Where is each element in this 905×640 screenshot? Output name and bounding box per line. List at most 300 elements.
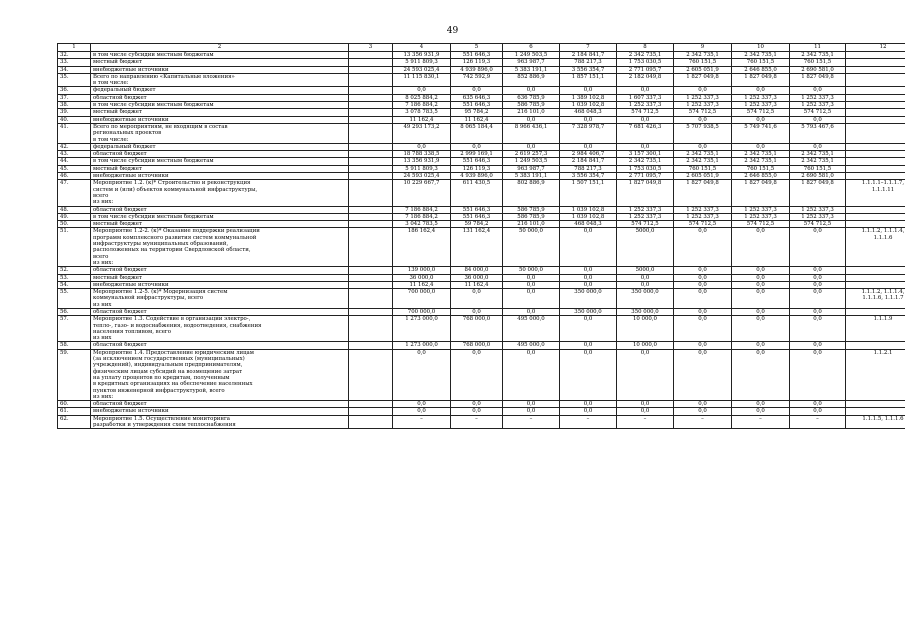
column-number-header: 4 — [393, 44, 451, 52]
amount-cell: 0,0 — [560, 281, 617, 288]
row-name-line: внебюджетные источники — [93, 66, 169, 73]
row-name-line: внебюджетные источники — [93, 281, 169, 288]
row-number-cell: 47. — [58, 180, 91, 206]
row-name-cell — [91, 281, 349, 288]
row-name-line: в кредитных организациях на обеспечение населенных — [93, 381, 253, 388]
amount-cell: 131 162,4 — [451, 228, 503, 267]
amount-cell: 2 342 735,1 — [674, 52, 732, 59]
row-name-cell — [91, 221, 349, 228]
row-number-cell: 52. — [58, 267, 91, 274]
column-3-cell — [349, 143, 393, 150]
amount-cell: 1 252 337,3 — [617, 102, 674, 109]
amount-cell: 1 249 503,5 — [503, 158, 560, 165]
amount-cell: 0,0 — [560, 408, 617, 415]
column-number-header: 8 — [617, 44, 674, 52]
row-name-cell — [91, 102, 349, 109]
amount-cell: 0,0 — [617, 87, 674, 94]
row-name-line: внебюджетные источники — [93, 408, 169, 415]
amount-cell: 1 389 102,8 — [560, 94, 617, 101]
amount-cell: 1 252 337,3 — [732, 94, 790, 101]
row-name-cell — [91, 94, 349, 101]
amount-cell: 95 784,2 — [451, 109, 503, 116]
row-name-line: Всего по мероприятиям, не входящим в состав — [93, 123, 228, 130]
row-number-cell: 48. — [58, 206, 91, 213]
column-3-cell — [349, 349, 393, 400]
amount-cell: 768 000,0 — [451, 316, 503, 342]
table-row — [58, 401, 905, 408]
amount-cell: 0,0 — [732, 289, 790, 309]
amount-cell: 36 000,0 — [451, 274, 503, 281]
amount-cell: 1 273 000,0 — [393, 342, 451, 349]
column-3-cell — [349, 87, 393, 94]
row-name-cell — [91, 109, 349, 116]
table-row — [58, 308, 905, 315]
target-indicator-cell — [846, 73, 905, 87]
row-number-cell: 44. — [58, 158, 91, 165]
amount-cell: 1 827 049,8 — [617, 180, 674, 206]
column-3-cell — [349, 401, 393, 408]
amount-cell: – — [732, 415, 790, 429]
amount-cell: 50 000,0 — [503, 228, 560, 267]
amount-cell: 0,0 — [732, 308, 790, 315]
amount-cell: 495 000,0 — [503, 342, 560, 349]
row-number-cell: 39. — [58, 109, 91, 116]
row-name-line: коммунальной инфраструктуры, всего — [93, 295, 204, 302]
amount-cell: 2 646 855,0 — [732, 173, 790, 180]
row-name-cell — [91, 408, 349, 415]
row-name-cell — [91, 213, 349, 220]
table-row — [58, 151, 905, 158]
target-indicator-cell — [846, 94, 905, 101]
row-name-line: областной бюджет — [93, 206, 147, 213]
amount-cell: 0,0 — [503, 274, 560, 281]
amount-cell: 1 252 337,3 — [674, 94, 732, 101]
amount-cell: – — [393, 415, 451, 429]
row-name-cell — [91, 228, 349, 267]
amount-cell: 551 646,3 — [451, 158, 503, 165]
row-name-line: Мероприятие 1.4. Предоставление юридическим лицам — [93, 349, 254, 356]
row-name-line: программ комплексного развития систем коммунальной — [93, 234, 257, 241]
amount-cell: 13 356 931,9 — [393, 52, 451, 59]
amount-cell: 1 753 030,5 — [617, 165, 674, 172]
table-row — [58, 52, 905, 59]
column-3-cell — [349, 165, 393, 172]
amount-cell: 0,0 — [674, 342, 732, 349]
amount-cell: 0,0 — [674, 267, 732, 274]
amount-cell: 0,0 — [790, 342, 846, 349]
amount-cell: 0,0 — [790, 408, 846, 415]
amount-cell: 0,0 — [503, 308, 560, 315]
amount-cell: 350 000,0 — [560, 308, 617, 315]
row-name-line: расположенных на территории Свердловской области, — [93, 247, 251, 254]
amount-cell: 10 000,0 — [617, 342, 674, 349]
amount-cell: 5 707 938,5 — [674, 123, 732, 143]
row-name-cell — [91, 165, 349, 172]
target-indicator-cell — [846, 59, 905, 66]
amount-cell: 1 607 337,3 — [617, 94, 674, 101]
target-indicator-cell — [846, 408, 905, 415]
amount-cell: 760 151,5 — [790, 165, 846, 172]
column-3-cell — [349, 94, 393, 101]
amount-cell: 11 162,4 — [393, 281, 451, 288]
target-indicator-cell — [846, 349, 905, 400]
column-3-cell — [349, 66, 393, 73]
column-3-cell — [349, 109, 393, 116]
amount-cell: 11 162,4 — [451, 281, 503, 288]
row-number-cell: 61. — [58, 408, 91, 415]
row-name-line: местный бюджет — [93, 109, 142, 116]
amount-cell: 1 827 049,8 — [674, 180, 732, 206]
row-name-cell — [91, 123, 349, 143]
row-number-cell: 40. — [58, 116, 91, 123]
target-indicator-cell — [846, 281, 905, 288]
row-name-line: в том числе субсидии местным бюджетам — [93, 158, 214, 165]
amount-cell: 0,0 — [732, 342, 790, 349]
amount-cell: 0,0 — [560, 401, 617, 408]
amount-cell: 0,0 — [503, 289, 560, 309]
target-indicator-line: 1.1.1.2, 1.1.1.4, — [861, 289, 905, 296]
column-number-header-row — [58, 44, 905, 52]
row-name-line: разработки и утверждения схем теплоснабжения — [93, 422, 236, 429]
target-indicator-cell — [846, 102, 905, 109]
table-row — [58, 274, 905, 281]
row-name-line: на уплату процентов по кредитам, полученным — [93, 374, 230, 381]
row-name-cell — [91, 143, 349, 150]
amount-cell: 2 342 735,1 — [790, 52, 846, 59]
row-name-line: местный бюджет — [93, 165, 142, 172]
row-name-line: из них: — [93, 259, 114, 266]
target-indicator-line: 1.1.1.1–1.1.1.7, — [861, 180, 905, 187]
amount-cell: 0,0 — [503, 281, 560, 288]
row-name-line: местный бюджет — [93, 59, 142, 66]
table-body — [58, 52, 905, 429]
amount-cell: 0,0 — [790, 349, 846, 400]
amount-cell: 5 749 741,6 — [732, 123, 790, 143]
row-name-line: систем и (или) объектов коммунальной инфраструктуры, — [93, 186, 258, 193]
amount-cell: 1 252 337,3 — [674, 102, 732, 109]
amount-cell: 350 000,0 — [617, 308, 674, 315]
target-indicator-cell — [846, 158, 905, 165]
row-number-cell: 50. — [58, 221, 91, 228]
column-3-cell — [349, 59, 393, 66]
table-row — [58, 267, 905, 274]
row-name-cell — [91, 342, 349, 349]
amount-cell: 760 151,5 — [732, 59, 790, 66]
amount-cell: 788 217,3 — [560, 59, 617, 66]
row-name-line: тепло-, газо- и водоснабжения, водоотведения, снабжения — [93, 322, 262, 329]
table-row — [58, 143, 905, 150]
target-indicator-line: 1.1.1.2, 1.1.1.4, — [861, 228, 905, 235]
amount-cell: 0,0 — [560, 316, 617, 342]
amount-cell: 0,0 — [393, 87, 451, 94]
table-row — [58, 173, 905, 180]
amount-cell: 0,0 — [790, 308, 846, 315]
amount-cell: 1 252 337,3 — [617, 213, 674, 220]
row-name-cell — [91, 173, 349, 180]
amount-cell: 0,0 — [790, 87, 846, 94]
row-name-cell — [91, 316, 349, 342]
amount-cell: 11 162,4 — [451, 116, 503, 123]
target-indicator-cell — [846, 143, 905, 150]
amount-cell: 0,0 — [790, 143, 846, 150]
amount-cell: 468 048,3 — [560, 221, 617, 228]
row-name-cell — [91, 308, 349, 315]
column-number-header: 6 — [503, 44, 560, 52]
amount-cell: 551 646,3 — [451, 102, 503, 109]
column-3-cell — [349, 206, 393, 213]
table-row — [58, 165, 905, 172]
amount-cell: 3 556 354,7 — [560, 66, 617, 73]
row-name-line: в том числе: — [93, 80, 129, 87]
row-number-cell: 57. — [58, 316, 91, 342]
amount-cell: 2 984 406,7 — [560, 151, 617, 158]
amount-cell: 2 342 735,1 — [790, 151, 846, 158]
target-indicator-cell — [846, 289, 905, 309]
amount-cell: 802 886,9 — [503, 180, 560, 206]
amount-cell: 0,0 — [560, 143, 617, 150]
amount-cell: 7 186 884,2 — [393, 206, 451, 213]
row-name-line: из них: — [93, 199, 114, 206]
table-row — [58, 123, 905, 143]
row-name-cell — [91, 87, 349, 94]
target-indicator-cell — [846, 308, 905, 315]
row-name-line: областной бюджет — [93, 342, 147, 349]
amount-cell: 2 771 095,7 — [617, 173, 674, 180]
amount-cell: 0,0 — [617, 116, 674, 123]
amount-cell: 10 229 667,7 — [393, 180, 451, 206]
amount-cell: 0,0 — [790, 401, 846, 408]
row-number-cell: 35. — [58, 73, 91, 87]
amount-cell: 84 000,0 — [451, 267, 503, 274]
amount-cell: 2 184 841,7 — [560, 52, 617, 59]
amount-cell: 8 966 436,1 — [503, 123, 560, 143]
target-indicator-cell — [846, 213, 905, 220]
amount-cell: 2 342 735,1 — [732, 158, 790, 165]
target-indicator-line: 1.1.1.6, 1.1.1.7 — [862, 295, 904, 302]
amount-cell: 0,0 — [451, 143, 503, 150]
row-name-line: внебюджетные источники — [93, 116, 169, 123]
table-row — [58, 415, 905, 429]
amount-cell: 2 690 581,0 — [790, 66, 846, 73]
row-number-cell: 43. — [58, 151, 91, 158]
amount-cell: 0,0 — [674, 274, 732, 281]
amount-cell: 0,0 — [732, 401, 790, 408]
amount-cell: 468 048,3 — [560, 109, 617, 116]
row-name-line: Мероприятие 1.2-5. (к)* Модернизация систем — [93, 289, 228, 296]
row-name-cell — [91, 401, 349, 408]
amount-cell: 0,0 — [674, 349, 732, 400]
row-name-line: из них — [93, 301, 112, 308]
amount-cell: 1 252 337,3 — [674, 206, 732, 213]
row-name-line: всего — [93, 192, 109, 199]
amount-cell: 1 252 337,3 — [674, 213, 732, 220]
target-indicator-cell — [846, 87, 905, 94]
amount-cell: 0,0 — [503, 116, 560, 123]
amount-cell: 1 039 102,8 — [560, 102, 617, 109]
amount-cell: 1 827 049,8 — [674, 73, 732, 87]
row-name-cell — [91, 151, 349, 158]
row-name-line: инфраструктуры муниципальных образований, — [93, 241, 229, 248]
amount-cell: 0,0 — [503, 401, 560, 408]
amount-cell: 126 119,3 — [451, 59, 503, 66]
target-indicator-cell — [846, 66, 905, 73]
amount-cell: 0,0 — [674, 308, 732, 315]
amount-cell: 0,0 — [451, 87, 503, 94]
row-name-line: всего — [93, 253, 109, 260]
column-3-cell — [349, 221, 393, 228]
row-number-cell: 53. — [58, 274, 91, 281]
row-name-line: физическим лицам субсидий на возмещение затрат — [93, 368, 243, 375]
column-3-cell — [349, 116, 393, 123]
amount-cell: 0,0 — [503, 349, 560, 400]
amount-cell: 0,0 — [674, 116, 732, 123]
target-indicator-cell — [846, 180, 905, 206]
amount-cell: 0,0 — [617, 143, 674, 150]
amount-cell: 7 186 884,2 — [393, 102, 451, 109]
column-3-cell — [349, 123, 393, 143]
row-name-line: в том числе субсидии местным бюджетам — [93, 213, 214, 220]
column-number-header: 12 — [846, 44, 905, 52]
amount-cell: 2 342 735,1 — [732, 151, 790, 158]
column-number-header: 9 — [674, 44, 732, 52]
column-number-header: 7 — [560, 44, 617, 52]
amount-cell: 742 592,9 — [451, 73, 503, 87]
amount-cell: 963 987,7 — [503, 59, 560, 66]
amount-cell: 7 186 884,2 — [393, 213, 451, 220]
amount-cell: 0,0 — [674, 401, 732, 408]
amount-cell: 0,0 — [732, 267, 790, 274]
budget-table — [57, 43, 905, 429]
amount-cell: 126 119,3 — [451, 165, 503, 172]
amount-cell: 0,0 — [451, 408, 503, 415]
amount-cell: 760 151,5 — [732, 165, 790, 172]
row-number-cell: 54. — [58, 281, 91, 288]
amount-cell: 551 646,3 — [451, 213, 503, 220]
amount-cell: 0,0 — [674, 143, 732, 150]
amount-cell: 0,0 — [560, 349, 617, 400]
amount-cell: 0,0 — [732, 87, 790, 94]
row-name-line: региональных проектов — [93, 130, 162, 137]
column-number-header: 11 — [790, 44, 846, 52]
amount-cell: 0,0 — [790, 281, 846, 288]
row-number-cell: 60. — [58, 401, 91, 408]
amount-cell: 788 217,3 — [560, 165, 617, 172]
amount-cell: 49 293 173,2 — [393, 123, 451, 143]
row-number-cell: 51. — [58, 228, 91, 267]
column-3-cell — [349, 73, 393, 87]
row-name-line: населения топливом, всего — [93, 328, 171, 335]
amount-cell: 0,0 — [790, 116, 846, 123]
amount-cell: 768 000,0 — [451, 342, 503, 349]
table-row — [58, 289, 905, 309]
row-name-line: федеральный бюджет — [93, 143, 156, 150]
amount-cell: – — [674, 415, 732, 429]
row-number-cell: 32. — [58, 52, 91, 59]
amount-cell: 0,0 — [732, 316, 790, 342]
row-number-cell: 42. — [58, 143, 91, 150]
row-number-cell: 59. — [58, 349, 91, 400]
amount-cell: 2 184 841,7 — [560, 158, 617, 165]
row-name-line: в том числе субсидии местным бюджетам — [93, 52, 214, 58]
row-number-cell: 58. — [58, 342, 91, 349]
target-indicator-cell — [846, 52, 905, 59]
amount-cell: – — [560, 415, 617, 429]
amount-cell: 2 619 257,3 — [503, 151, 560, 158]
amount-cell: 2 342 735,1 — [732, 52, 790, 59]
target-indicator-cell — [846, 228, 905, 267]
amount-cell: 5 911 809,3 — [393, 59, 451, 66]
amount-cell: 10 000,0 — [617, 316, 674, 342]
amount-cell: 0,0 — [560, 342, 617, 349]
amount-cell: 3 078 783,5 — [393, 109, 451, 116]
amount-cell: 5000,0 — [617, 228, 674, 267]
table-row — [58, 342, 905, 349]
amount-cell: 13 356 931,9 — [393, 158, 451, 165]
amount-cell: 139 000,0 — [393, 267, 451, 274]
column-3-cell — [349, 308, 393, 315]
row-number-cell: 49. — [58, 213, 91, 220]
target-indicator-line: 1.1.2.1 — [873, 349, 893, 356]
amount-cell: 0,0 — [674, 228, 732, 267]
target-indicator-line: 1.1.1.11 — [871, 186, 895, 193]
amount-cell: 0,0 — [674, 408, 732, 415]
row-name-cell — [91, 116, 349, 123]
amount-cell: 8 025 884,2 — [393, 94, 451, 101]
amount-cell: 0,0 — [732, 281, 790, 288]
table-row — [58, 349, 905, 400]
table-row — [58, 66, 905, 73]
amount-cell: 0,0 — [674, 281, 732, 288]
amount-cell: 574 712,5 — [790, 109, 846, 116]
row-name-line: внебюджетные источники — [93, 173, 169, 180]
amount-cell: 1 857 151,1 — [560, 73, 617, 87]
amount-cell: 700 000,0 — [393, 308, 451, 315]
row-name-cell — [91, 52, 349, 59]
row-name-line: Мероприятие 1.2. (к)* Строительство и реконструкция — [93, 180, 251, 187]
amount-cell: 2 342 735,1 — [674, 158, 732, 165]
target-indicator-cell — [846, 401, 905, 408]
amount-cell: 551 646,3 — [451, 52, 503, 59]
row-name-line: Мероприятие 1.5. Осуществление мониторинга — [93, 415, 231, 422]
amount-cell: – — [617, 415, 674, 429]
amount-cell: 586 785,9 — [503, 206, 560, 213]
amount-cell: 0,0 — [560, 274, 617, 281]
amount-cell: 2 999 169,1 — [451, 151, 503, 158]
amount-cell: 1 249 503,5 — [503, 52, 560, 59]
amount-cell: 0,0 — [393, 349, 451, 400]
amount-cell: 2 182 049,8 — [617, 73, 674, 87]
amount-cell: 574 712,5 — [617, 221, 674, 228]
table-row — [58, 59, 905, 66]
row-name-line: федеральный бюджет — [93, 87, 156, 94]
amount-cell: 350 000,0 — [560, 289, 617, 309]
amount-cell: 3 556 354,7 — [560, 173, 617, 180]
row-number-cell: 45. — [58, 165, 91, 172]
amount-cell: 0,0 — [732, 349, 790, 400]
row-name-cell — [91, 59, 349, 66]
amount-cell: – — [503, 415, 560, 429]
column-3-cell — [349, 102, 393, 109]
amount-cell: 5 383 191,1 — [503, 66, 560, 73]
target-indicator-line: 1.1.1.6 — [873, 234, 893, 241]
amount-cell: 3 157 300,1 — [617, 151, 674, 158]
amount-cell: 0,0 — [560, 116, 617, 123]
row-name-line: местный бюджет — [93, 221, 142, 228]
target-indicator-cell — [846, 221, 905, 228]
row-name-cell — [91, 180, 349, 206]
amount-cell: 0,0 — [451, 349, 503, 400]
amount-cell: 1 252 337,3 — [617, 206, 674, 213]
